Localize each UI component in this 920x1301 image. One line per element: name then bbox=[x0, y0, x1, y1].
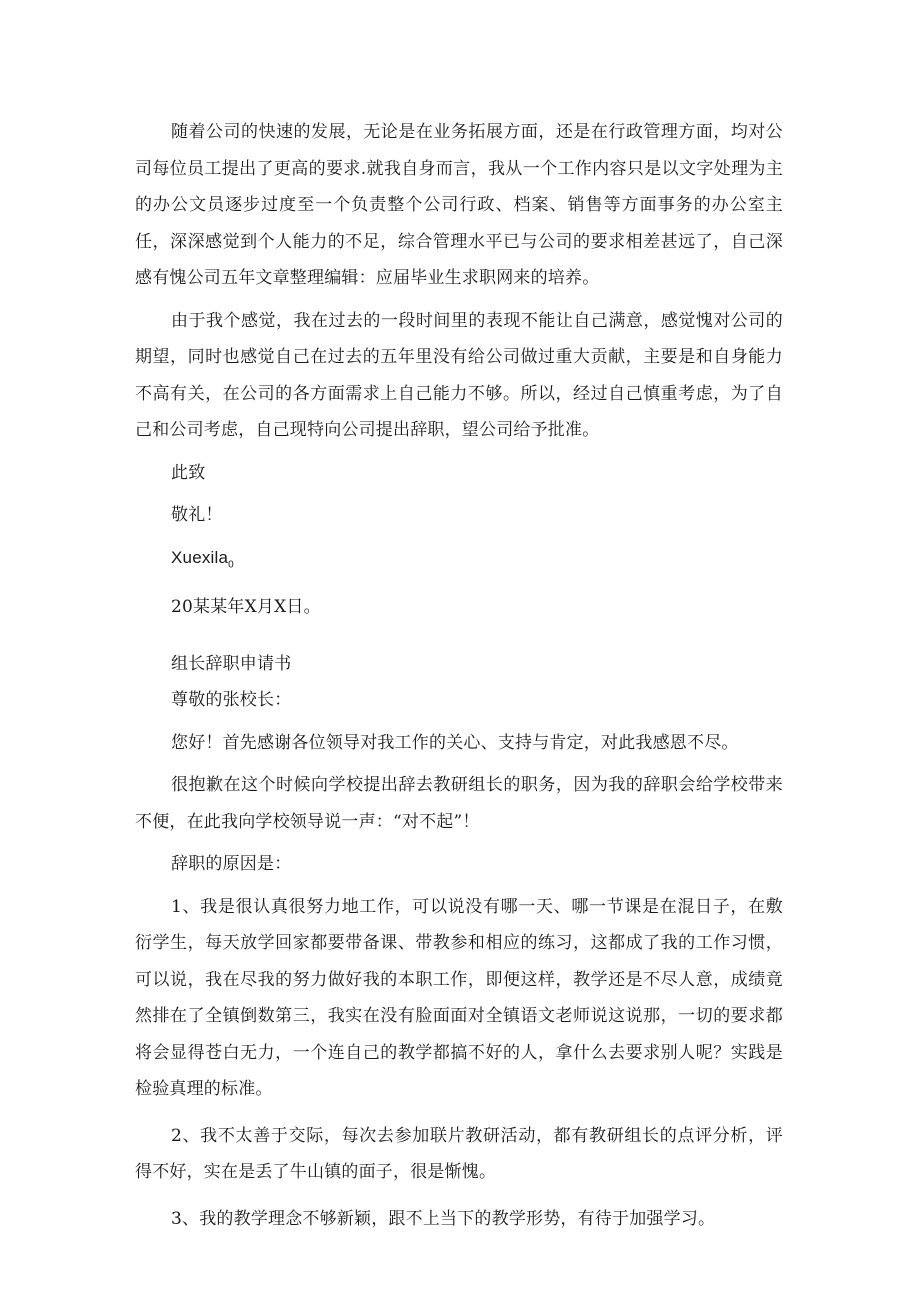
letter1-paragraph-1: 随着公司的快速的发展，无论是在业务拓展方面，还是在行政管理方面，均对公司每位员工提出了更高的要求.就我自身而言，我从一个工作内容只是以文字处理为主的办公文员逐步过度至一个负责整个公司行政、档案、销售等方面事务的办公室主任，深深感觉到个人能力的不足，综合管理水平已与公司的要求相差甚远了，自己深感有愧公司五年文章整理编辑：应届毕业生求职网来的培养。 bbox=[135, 122, 783, 288]
letter1-salute: 敬礼！ bbox=[171, 505, 223, 525]
letter1-signature-line bbox=[135, 540, 783, 584]
letter1-date: 20某某年X月X日。 bbox=[171, 597, 321, 618]
letter2-hello: 您好！首先感谢各位领导对我工作的关心、支持与肯定，对此我感恩不尽。 bbox=[171, 732, 739, 753]
letter2-title: 组长辞职申请书 bbox=[171, 653, 292, 674]
letter1-signature-suffix: 0 bbox=[228, 558, 234, 570]
letter1-signature: Xuexila bbox=[171, 547, 229, 567]
document-body bbox=[135, 114, 783, 1237]
letter2-reason-1: 1、我是很认真很努力地工作，可以说没有哪一天、哪一节课是在混日子，在敷衍学生，每天放学回家都要带备课、带教参和相应的练习，这都成了我的工作习惯，可以说，我在尽我的努力做好我的本职工作，即便这样，教学还是不尽人意，成绩竟然排在了全镇倒数第三，我实在没有脸面面对全镇语文老师说这说那，一切的要求都将会显得苍白无力，一个连自己的教学都搞不好的人，拿什么去要求别人呢？实践是检验真理的标准。 bbox=[135, 896, 783, 1100]
letter2-greeting: 尊敬的张校长： bbox=[171, 690, 292, 711]
letter1-paragraph-2: 由于我个感觉，我在过去的一段时间里的表现不能让自己满意，感觉愧对公司的期望，同时也感觉自己在过去的五年里没有给公司做过重大贡献，主要是和自身能力不高有关，在公司的各方面需求上自己能力不够。所以，经过自己慎重考虑，为了自己和公司考虑，自己现特向公司提出辞职，望公司给予批准。 bbox=[135, 310, 783, 440]
letter1-closing: 此致 bbox=[171, 462, 206, 483]
letter2-reasons-heading: 辞职的原因是： bbox=[171, 854, 292, 875]
letter2-reason-2: 2、我不太善于交际，每次去参加联片教研活动，都有教研组长的点评分析，评得不好，实在是丢了牛山镇的面子，很是惭愧。 bbox=[135, 1125, 783, 1183]
letter2-reason-3: 3、我的教学理念不够新颖，跟不上当下的教学形势，有待于加强学习。 bbox=[171, 1208, 716, 1229]
letter2-apology: 很抱歉在这个时候向学校提出辞去教研组长的职务，因为我的辞职会给学校带来不便，在此我向学校领导说一声：“对不起”！ bbox=[135, 775, 783, 832]
